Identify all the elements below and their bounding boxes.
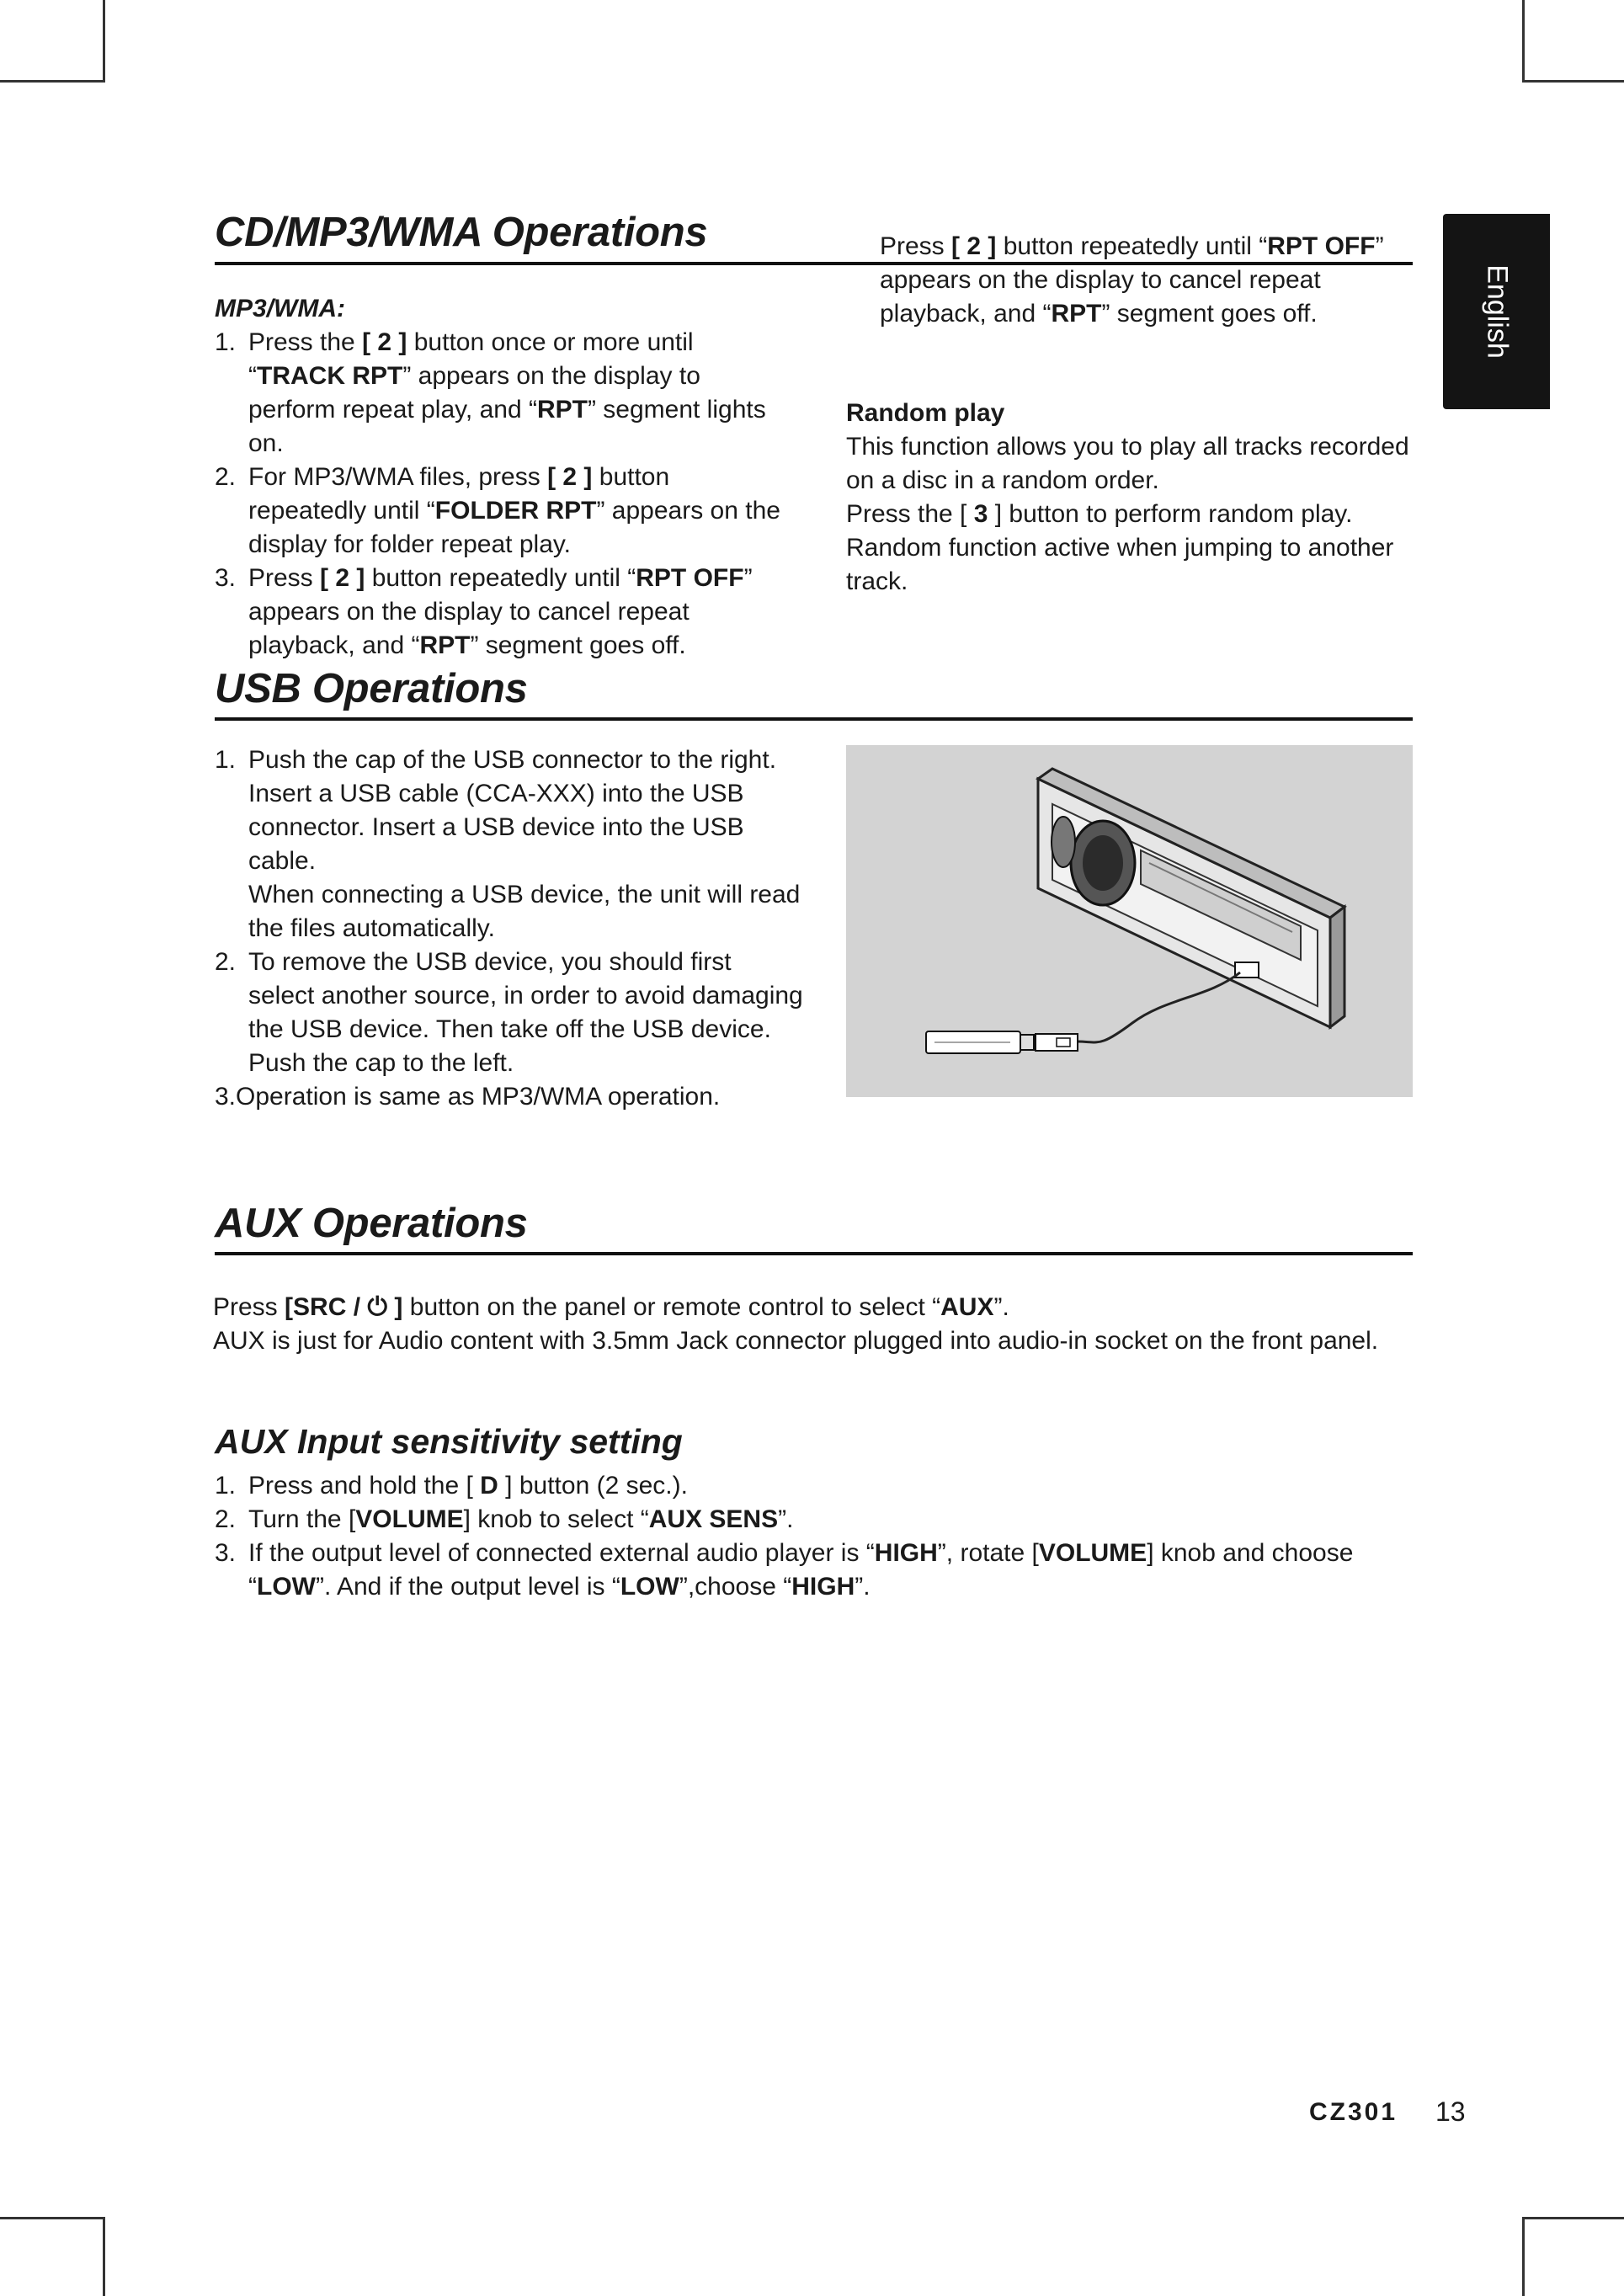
list-item bbox=[215, 1469, 1413, 1503]
model-name: CZ301 bbox=[1309, 2098, 1398, 2126]
list-item-text: To remove the USB device, you should first select another source, in order to avoid damaging the USB device. Then take off the USB device. Push the cap to the left. bbox=[248, 948, 803, 1077]
list-item-number: 2. bbox=[215, 948, 237, 976]
crop-mark-bottom-left bbox=[103, 2217, 105, 2296]
aux-sens-title: AUX Input sensitivity setting bbox=[215, 1422, 683, 1461]
list-item-text: Push the cap of the USB connector to the right. Insert a USB cable (CCA-XXX) into the USB connector. Insert a USB device into the USB cable. When connecting a USB device, the unit will read the files automatically. bbox=[248, 746, 801, 942]
usb-note: 3.Operation is same as MP3/WMA operation. bbox=[215, 1083, 721, 1111]
list-item-number: 3. bbox=[215, 564, 237, 592]
list-item-number: 3. bbox=[215, 1539, 237, 1567]
crop-mark-top-left bbox=[103, 0, 105, 82]
head-unit-usb-illustration bbox=[846, 745, 1413, 1097]
language-tab bbox=[1443, 214, 1550, 409]
section-rule bbox=[215, 1252, 1413, 1255]
section-title-usb: USB Operations bbox=[215, 666, 528, 711]
list-item-text: Press [ 2 ] button repeatedly until “RPT OFF” appears on the display to cancel repeat playback, and “RPT” segment goes off. bbox=[248, 564, 753, 659]
list-item-number: 1. bbox=[215, 1472, 237, 1500]
list-item-text: Press and hold the [ D ] button (2 sec.). bbox=[248, 1472, 688, 1500]
aux-sens-list bbox=[215, 1469, 1413, 1604]
list-item-text: Press the [ 2 ] button once or more until “TRACK RPT” appears on the display to perform repeat play, and “RPT” segment lights on. bbox=[248, 328, 766, 457]
section-rule bbox=[215, 717, 1413, 721]
section-title-aux: AUX Operations bbox=[215, 1201, 528, 1246]
list-item-number: 2. bbox=[215, 1505, 237, 1533]
cdmp3-subheading-block bbox=[215, 292, 821, 326]
list-item bbox=[215, 1537, 1413, 1604]
usb-list bbox=[215, 743, 804, 1080]
list-item bbox=[215, 461, 791, 562]
crop-mark-top-right bbox=[1522, 80, 1624, 83]
list-item-text-continued: Press [ 2 ] button repeatedly until “RPT OFF” appears on the display to cancel repeat playback, and “RPT” segment goes off. bbox=[880, 232, 1384, 328]
list-item-text: Turn the [VOLUME] knob to select “AUX SENS”. bbox=[248, 1505, 794, 1533]
page-number: 13 bbox=[1435, 2096, 1466, 2127]
mp3-wma-subheading: MP3/WMA: bbox=[215, 295, 345, 322]
crop-mark-top-right bbox=[1522, 0, 1525, 82]
cdmp3-list-left bbox=[215, 326, 791, 659]
list-item-text: If the output level of connected external audio player is “HIGH”, rotate [VOLUME] knob and choose “LOW”. And if the output level is “LOW”,choose “HIGH”. bbox=[248, 1539, 1354, 1601]
list-item bbox=[215, 326, 791, 461]
list-item bbox=[215, 946, 804, 1080]
cdmp3-item3-continuation bbox=[846, 232, 1413, 365]
list-item bbox=[215, 743, 804, 946]
list-item bbox=[215, 1503, 1413, 1537]
crop-mark-top-left bbox=[0, 80, 105, 83]
random-play-block bbox=[846, 397, 1413, 599]
random-play-text: This function allows you to play all tracks recorded on a disc in a random order. Press the [ 3 ] button to perform random play. Random function active when jumping to another track. bbox=[846, 433, 1409, 595]
crop-mark-bottom-right bbox=[1522, 2217, 1525, 2296]
aux-text bbox=[213, 1291, 1413, 1358]
list-item-number: 2. bbox=[215, 463, 237, 491]
random-play-heading: Random play bbox=[846, 399, 1005, 427]
crop-mark-bottom-right bbox=[1522, 2217, 1624, 2219]
cdmp3-list bbox=[215, 326, 791, 659]
aux-sens-list-block bbox=[215, 1469, 1413, 1604]
language-tab-label: English bbox=[1481, 264, 1513, 359]
list-item-text: For MP3/WMA files, press [ 2 ] button repeatedly until “FOLDER RPT” appears on the display for folder repeat play. bbox=[248, 463, 780, 558]
list-item bbox=[215, 562, 791, 659]
list-item-number: 1. bbox=[215, 746, 237, 774]
aux-description: Press [SRC / ⏻ ] button on the panel or remote control to select “AUX”. AUX is just for Audio content with 3.5mm Jack connector plugged into audio-in socket on the front panel. bbox=[213, 1293, 1379, 1355]
list-item-number: 1. bbox=[215, 328, 237, 356]
usb-connection-figure bbox=[846, 745, 1413, 1097]
crop-mark-bottom-left bbox=[0, 2217, 105, 2219]
section-title-cd-mp3-wma: CD/MP3/WMA Operations bbox=[215, 210, 708, 255]
usb-list-block bbox=[215, 743, 804, 1114]
